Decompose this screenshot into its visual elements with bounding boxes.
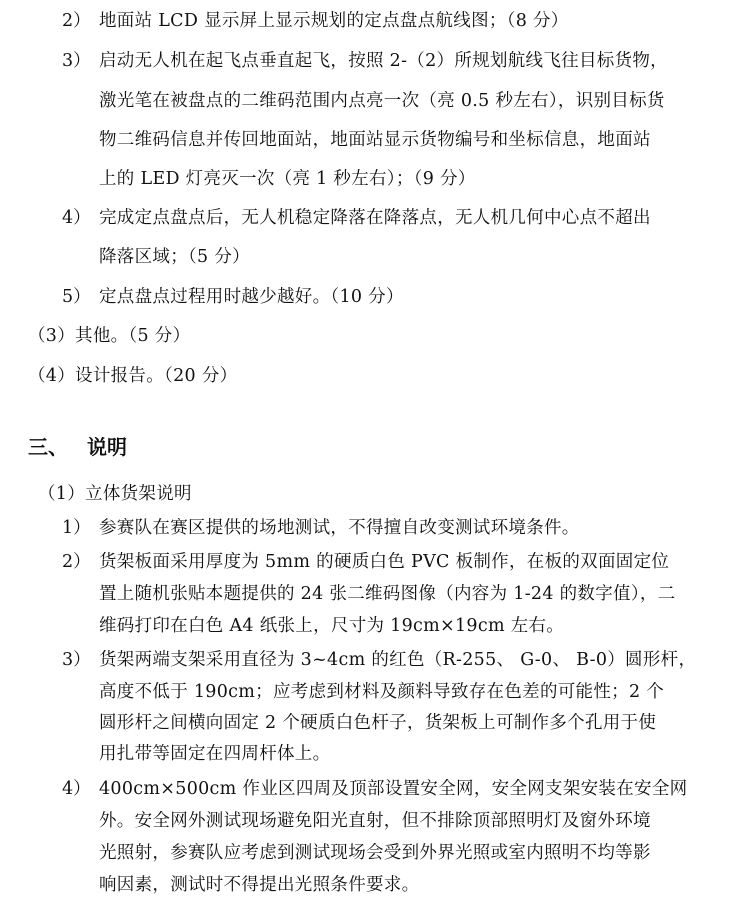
note-text-line: 用扎带等固定在四周杆体上。 — [99, 744, 331, 764]
item-number: 4） — [62, 208, 91, 228]
item-text-line: 启动无人机在起飞点垂直起飞，按照 2-（2）所规划航线飞往目标货物， — [99, 51, 668, 71]
note-number: 4） — [62, 779, 91, 799]
section-title: 说明 — [87, 435, 127, 459]
item-number: 2） — [62, 11, 91, 31]
note-text-line: 圆形杆之间横向固定 2 个硬质白色杆子，货架板上可制作多个孔用于使 — [99, 713, 657, 733]
note-text-line: 置上随机张贴本题提供的 24 张二维码图像（内容为 1-24 的数字值），二 — [99, 584, 676, 604]
item-number: 5） — [62, 287, 91, 307]
item-number: 3） — [62, 51, 91, 71]
note-text-line: 响因素，测试时不得提出光照条件要求。 — [99, 875, 420, 895]
item-text-line: 上的 LED 灯亮灭一次（亮 1 秒左右）；（9 分） — [99, 169, 476, 189]
note-text-line: 外。安全网外测试现场避免阳光直射，但不排除顶部照明灯及窗外环境 — [99, 811, 651, 831]
note-text-line: 维码打印在白色 A4 纸张上，尺寸为 19cm×19cm 左右。 — [99, 616, 565, 636]
note-text-line: 400cm×500cm 作业区四周及顶部设置安全网，安全网支架安装在安全网 — [99, 779, 688, 799]
item-text-line: 降落区域；（5 分） — [99, 247, 250, 267]
note-number: 3） — [62, 650, 91, 670]
item-text-line: 激光笔在被盘点的二维码范围内点亮一次（亮 0.5 秒左右），识别目标货 — [99, 91, 665, 111]
note-number: 1） — [62, 518, 91, 538]
sub-item-report: （4）设计报告。（20 分） — [28, 366, 238, 386]
note-text-line: 高度不低于 190cm；应考虑到材料及颜料导致存在色差的可能性；2 个 — [99, 682, 665, 702]
section-number: 三、 — [28, 435, 68, 459]
note-text-line: 货架两端支架采用直径为 3~4cm 的红色（R-255、 G-0、 B-0）圆形杆， — [99, 650, 697, 670]
sub-item-other: （3）其他。（5 分） — [28, 326, 191, 346]
item-text-line: 物二维码信息并传回地面站，地面站显示货物编号和坐标信息，地面站 — [99, 130, 651, 150]
item-text-line: 定点盘点过程用时越少越好。（10 分） — [99, 287, 404, 307]
note-number: 2） — [62, 552, 91, 572]
subsection-title: （1）立体货架说明 — [38, 484, 192, 504]
item-text-line: 完成定点盘点后，无人机稳定降落在降落点，无人机几何中心点不超出 — [99, 208, 651, 228]
item-text-line: 地面站 LCD 显示屏上显示规划的定点盘点航线图；（8 分） — [99, 11, 569, 31]
note-text-line: 光照射，参赛队应考虑到测试现场会受到外界光照或室内照明不均等影 — [99, 843, 651, 863]
note-text-line: 货架板面采用厚度为 5mm 的硬质白色 PVC 板制作，在板的双面固定位 — [99, 552, 670, 572]
note-text-line: 参赛队在赛区提供的场地测试，不得擅自改变测试环境条件。 — [99, 518, 580, 538]
